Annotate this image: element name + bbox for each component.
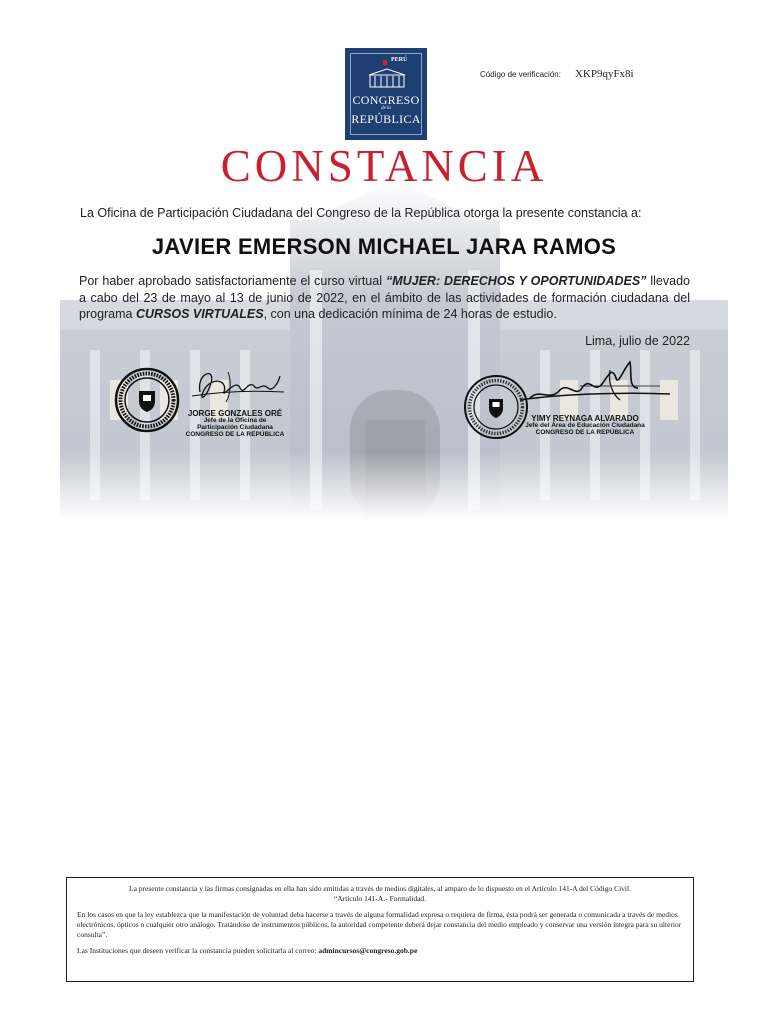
logo-line-dela: de la xyxy=(381,106,391,111)
document-title: CONSTANCIA xyxy=(220,141,548,191)
logo-peru-text: PERÚ xyxy=(391,57,408,63)
congress-building-background xyxy=(60,180,728,520)
signatory-2-role: Jefe del Área de Educación Ciudadana xyxy=(525,422,645,429)
flag-icon xyxy=(383,60,387,65)
logo-line-republica: REPÚBLICA xyxy=(351,112,421,126)
program-name: CURSOS VIRTUALES xyxy=(135,307,264,321)
course-name: “MUJER: DERECHOS Y OPORTUNIDADES” xyxy=(385,274,647,288)
signature-2 xyxy=(520,358,670,414)
body-part-1: Por haber aprobado satisfactoriamente el curso virtual xyxy=(79,274,386,288)
official-seal-1 xyxy=(114,367,180,433)
footer-line-2: “Artículo 141-A.- Formalidad. xyxy=(333,894,427,903)
footer-paragraph-2: En los casos en que la ley establezca que la manifestación de voluntad deba hacerse a través de alguna formalidad expresa o requiera de firma, ésta podrá ser generada o comunicada a través de medios electrónicos, ópticos o cualquier otro análogo. Tratándose de instrumentos públicos, la autoridad competente deberá dejar constancia del medio empleado y conservar una versión íntegra para su ulterior consulta”. xyxy=(77,910,682,939)
footer-line-1: La presente constancia y las firmas consignadas en ella han sido emitidas a través de medios digitales, al amparo de lo dispuesto en el Artículo 141-A del Código Civil. xyxy=(129,884,631,893)
signatory-2-org: CONGRESO DE LA REPÚBLICA xyxy=(535,429,635,436)
signatory-1-block xyxy=(180,410,290,438)
signatory-1-role-line-2: Participación Ciudadana xyxy=(197,424,273,431)
signatory-1-org: CONGRESO DE LA REPÚBLICA xyxy=(185,431,285,438)
congreso-logo xyxy=(345,48,427,140)
body-part-3: , con una dedicación mínima de 24 horas de estudio. xyxy=(263,307,557,321)
signatory-2-name: YIMY REYNAGA ALVARADO xyxy=(531,414,639,423)
building-icon xyxy=(365,67,409,89)
footer-paragraph-3 xyxy=(77,946,683,956)
logo-line-congreso: CONGRESO xyxy=(352,93,420,107)
signatory-1-role-line-1: Jefe de la Oficina de xyxy=(203,417,267,424)
body-paragraph xyxy=(79,273,690,323)
signature-1 xyxy=(188,362,288,408)
body-part-2: llevado a cabo del 23 de mayo al 13 de junio de 2022, en el ámbito de las actividades de formación ciudadana del programa xyxy=(79,274,690,321)
verification-label: Código de verificación: xyxy=(480,70,561,79)
verification-value: XKP9qyFx8i xyxy=(574,68,634,80)
signatory-2-block xyxy=(520,415,650,436)
intro-text: La Oficina de Participación Ciudadana del Congreso de la República otorga la presente constancia a: xyxy=(80,206,642,220)
signatory-1-name: JORGE GONZALES ORÉ xyxy=(187,409,283,418)
verification-code xyxy=(480,68,634,80)
issue-date: Lima, julio de 2022 xyxy=(585,334,690,348)
footer-email-link[interactable]: admincursos@congreso.gob.pe xyxy=(318,946,418,955)
footer-verify-text: Las Instituciones que deseen verificar la constancia pueden solicitarla al correo: xyxy=(77,946,319,955)
recipient-name: JAVIER EMERSON MICHAEL JARA RAMOS xyxy=(151,234,617,259)
legal-footer-box xyxy=(66,877,694,982)
